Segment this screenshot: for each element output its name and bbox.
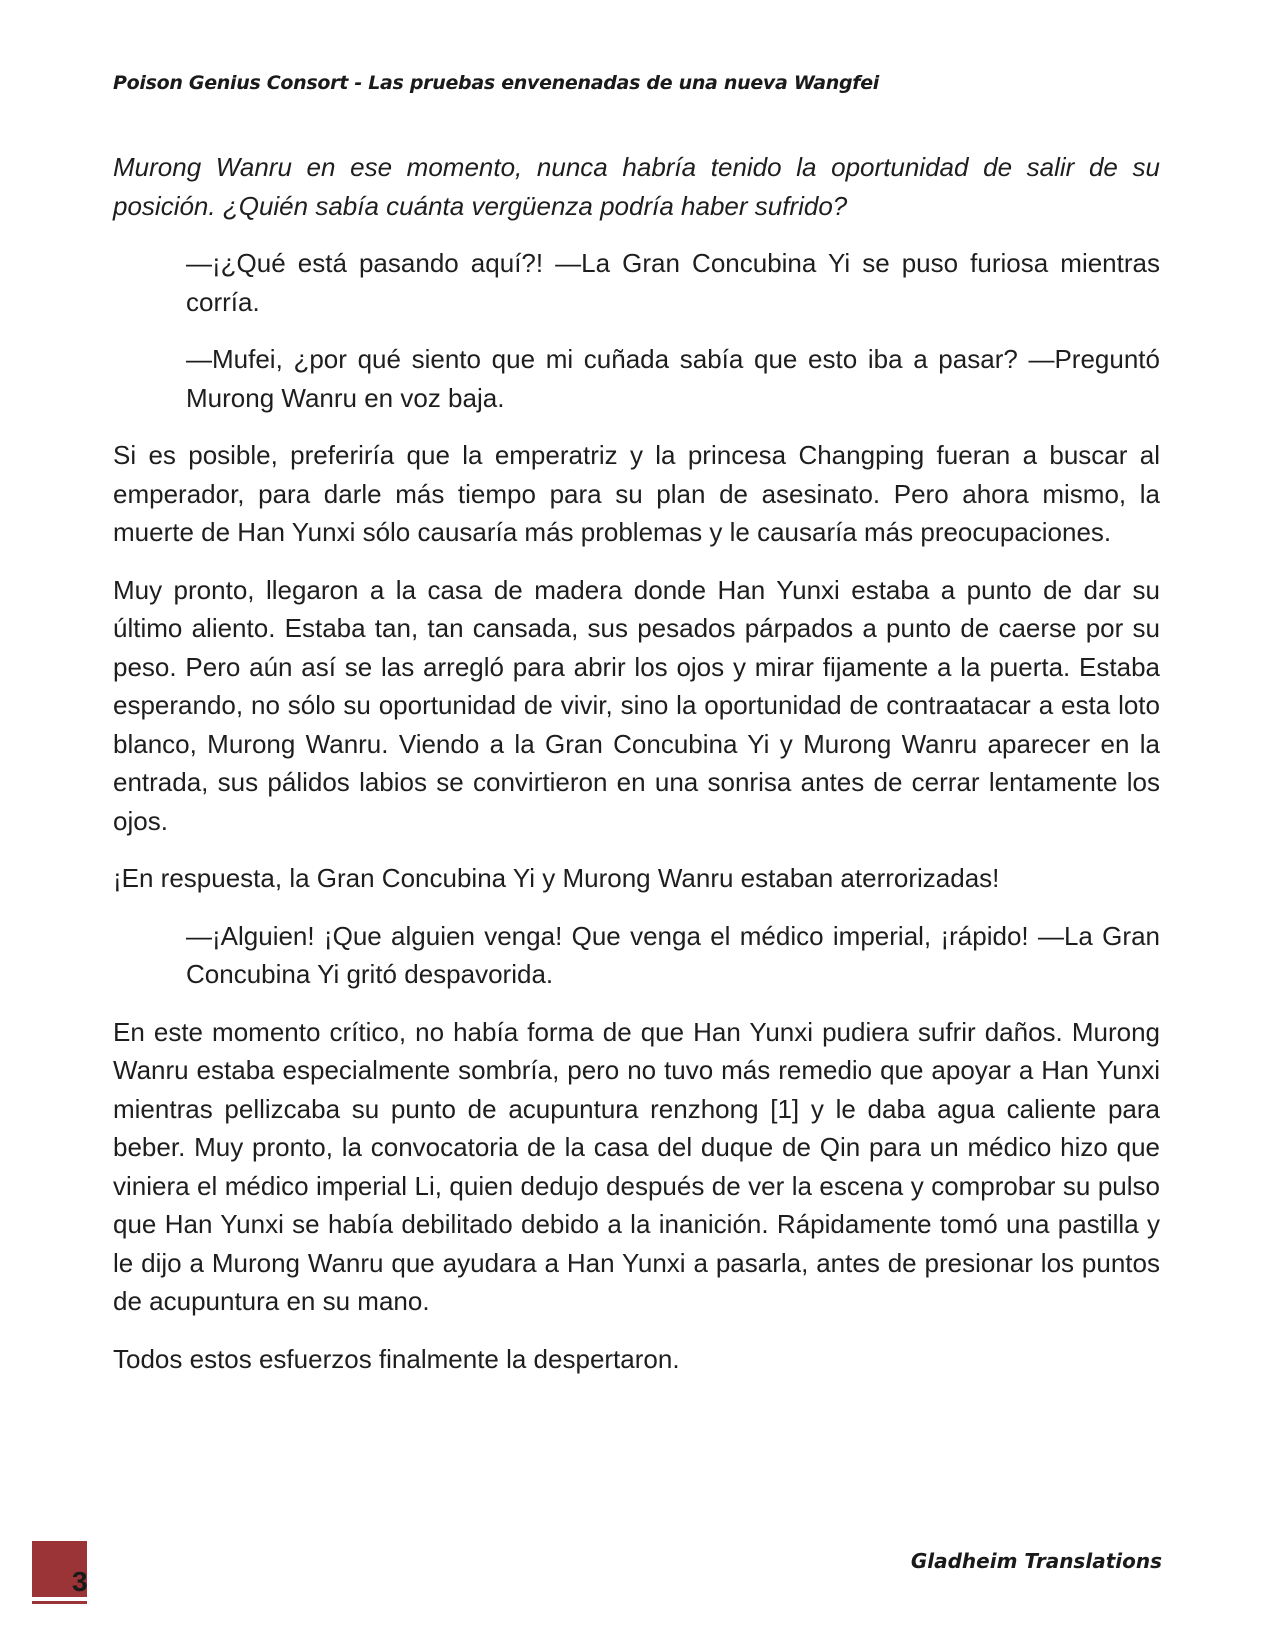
running-header: Poison Genius Consort - Las pruebas envenenadas de una nueva Wangfei — [113, 72, 880, 94]
dialogue-paragraph: —Mufei, ¿por qué siento que mi cuñada sabía que esto iba a pasar? —Preguntó Murong Wanru en voz baja. — [186, 344, 1160, 413]
paragraph-italic-intro: Murong Wanru en ese momento, nunca habría tenido la oportunidad de salir de su posición. ¿Quién sabía cuánta vergüenza podría haber sufrido? — [113, 152, 1160, 221]
page-body — [113, 148, 1160, 1397]
dialogue-paragraph: —¡Alguien! ¡Que alguien venga! Que venga el médico imperial, ¡rápido! —La Gran Concubina Yi gritó despavorida. — [186, 920, 1160, 989]
footer-credit: Gladheim Translations — [910, 1549, 1162, 1573]
body-paragraph: Todos estos esfuerzos finalmente la despertaron. — [113, 1343, 680, 1374]
body-paragraph: En este momento crítico, no había forma de que Han Yunxi pudiera sufrir daños. Murong Wanru estaba especialmente sombría, pero no tuvo más remedio que apoyar a Han Yunxi mientras pellizcaba su punto de acupuntura renzhong [1] y le daba agua caliente para beber. Muy pronto, la convocatoria de la casa del duque de Qin para un médico hizo que viniera el médico imperial Li, quien dedujo después de ver la escena y comprobar su pulso que Han Yunxi se había debilitado debido a la inanición. Rápidamente tomó una pastilla y le dijo a Murong Wanru que ayudara a Han Yunxi a pasarla, antes de presionar los puntos de acupuntura en su mano. — [113, 1016, 1160, 1316]
dialogue-paragraph: —¡¿Qué está pasando aquí?! —La Gran Concubina Yi se puso furiosa mientras corría. — [186, 248, 1160, 317]
body-paragraph: ¡En respuesta, la Gran Concubina Yi y Murong Wanru estaban aterrorizadas! — [113, 863, 1000, 893]
body-paragraph: Muy pronto, llegaron a la casa de madera donde Han Yunxi estaba a punto de dar su último aliento. Estaba tan, tan cansada, sus pesados párpados a punto de caerse por su peso. Pero aún así se las arregló para abrir los ojos y mirar fijamente a la puerta. Estaba esperando, no sólo su oportunidad de vivir, sino la oportunidad de contraatacar a esta loto blanco, Murong Wanru. Viendo a la Gran Concubina Yi y Murong Wanru aparecer en la entrada, sus pálidos labios se convirtieron en una sonrisa antes de cerrar lentamente los ojos. — [113, 574, 1160, 836]
body-paragraph: Si es posible, preferiría que la emperatriz y la princesa Changping fueran a buscar al emperador, para darle más tiempo para su plan de asesinato. Pero ahora mismo, la muerte de Han Yunxi sólo causaría más problemas y le causaría más preocupaciones. — [113, 440, 1160, 547]
page-number: 3 — [72, 1566, 88, 1597]
page-number-rule — [32, 1601, 87, 1604]
